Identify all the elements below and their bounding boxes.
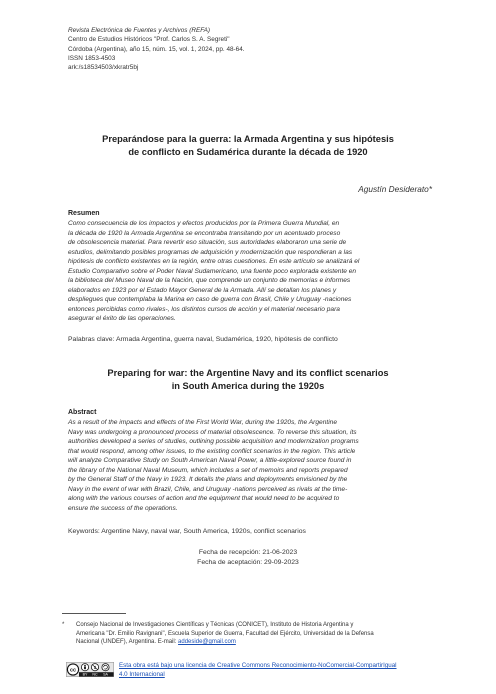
keywords-en: Keywords: Argentine Navy, naval war, South America, 1920s, conflict scenarios xyxy=(68,528,306,535)
research-center: Centro de Estudios Históricos "Prof. Carlos S. A. Segreti" xyxy=(68,36,230,44)
article-title-es xyxy=(60,133,436,158)
license-line[interactable]: 4.0 Internacional xyxy=(119,670,165,678)
footnote-line: Americana "Dr. Emilio Ravignani", Escuela Superior de Guerra, Facultad del Ejército, Universidad de la Defensa xyxy=(76,630,374,637)
resumen-line: de obsolescencia material. Para revertir eso situación, sus autoridades elaboraron una serie de xyxy=(68,239,347,247)
abstract-line: by the General Staff of the Navy in 1923. It details the plans and deployments envisioned by the xyxy=(68,476,348,484)
resumen-line: entonces percibidas como rivales-, los distintos cursos de acción y el material necesario para xyxy=(68,305,340,313)
title-es-line-2: de conflicto en Sudamérica durante la década de 1920 xyxy=(128,146,368,157)
keywords-es: Palabras clave: Armada Argentina, guerra naval, Sudamérica, 1920, hipótesis de conflicto xyxy=(68,336,338,343)
resumen-line: la biblioteca del Museo Naval de la Nación, que comprende un conjunto de memorias e informes xyxy=(68,277,351,285)
resumen-line: estudios, delimitando posibles programas de adquisición y modernización que respondieran a las xyxy=(68,248,353,256)
footnote-mark: * xyxy=(62,622,65,628)
resumen-line: la década de 1920 la Armada Argentina se encontraba transitando por un acentuado proceso xyxy=(68,229,341,237)
journal-header xyxy=(68,26,428,72)
nc-label: NC xyxy=(92,672,98,677)
abstract-line: the library of the National Naval Museum, which includes a set of memoirs and reports prepared xyxy=(68,466,348,474)
abstract-heading: Abstract xyxy=(68,409,97,416)
resumen-line: hipótesis de conflicto existentes en la región, entre otras cuestiones. En este artículo se analizará el xyxy=(68,258,360,266)
acceptance-date: Fecha de aceptación: 29-09-2023 xyxy=(197,558,299,566)
abstract-line: As a result of the impacts and effects of the First World War, during the 1920s, the Argentine xyxy=(68,419,338,426)
ark-identifier: ark:/s18534503/xkratr5bj xyxy=(68,64,139,72)
issn: ISSN 1853-4503 xyxy=(68,54,116,62)
resumen-line: elaborados en 1923 por el Estado Mayor General de la Armada. Allí se detallan los planes y xyxy=(68,286,337,294)
license-line[interactable]: Esta obra está bajo una licencia de Creative Commons Reconocimiento-NoComercial-CompartirIgual xyxy=(119,662,397,669)
title-es-line-1: Preparándose para la guerra: la Armada Argentina y sus hipótesis xyxy=(102,134,394,144)
article-dates xyxy=(0,548,496,567)
footnote-rule xyxy=(62,613,126,614)
author-footnote xyxy=(62,621,432,647)
resumen-line: despliegues que contemplaba la Marina en caso de guerra con Brasil, Chile y Uruguay -naciones xyxy=(68,296,352,304)
abstract-line: ensure the success of the operations. xyxy=(68,504,178,512)
creative-commons-badge[interactable] xyxy=(66,662,114,677)
reception-date: Fecha de recepción: 21-06-2023 xyxy=(198,549,298,556)
abstract-line: authorities developed a series of studies, outlining possible acquisition and modernization programs xyxy=(68,438,359,446)
resumen-section xyxy=(68,210,426,324)
article-title-en xyxy=(60,367,436,392)
abstract-line: along with the various courses of action and the equipment that would need to be acquired to xyxy=(68,495,340,503)
journal-name: Revista Electrónica de Fuentes y Archivos (REFA) xyxy=(68,27,211,34)
issue-info: Córdoba (Argentina), año 15, núm. 15, vol. 1, 2024, pp. 48-64. xyxy=(68,45,245,53)
footnote-text xyxy=(76,621,374,647)
abstract-line: Navy in the event of war with Brazil, Chile, and Uruguay -nations perceived as rivals at the time- xyxy=(68,485,348,493)
svg-text:cc: cc xyxy=(70,667,76,674)
resumen-text xyxy=(68,219,426,324)
author-email-link[interactable]: addeside@gmail.com xyxy=(178,639,236,646)
abstract-line: will analyze Comparative Study on South American Naval Power, a little-explored source found in xyxy=(68,457,352,465)
license-link[interactable] xyxy=(119,662,449,679)
resumen-line: Como consecuencia de los impactos y efectos producidos por la Primera Guerra Mundial, en xyxy=(68,220,340,227)
resumen-heading: Resumen xyxy=(68,210,100,217)
title-en-line-1: Preparing for war: the Argentine Navy and its conflict scenarios xyxy=(107,368,389,378)
footnote-line: Consejo Nacional de Investigaciones Científicas y Técnicas (CONICET), Instituto de Historia Argentina y xyxy=(76,622,354,628)
abstract-text xyxy=(68,418,426,513)
title-en-line-2: in South America during the 1920s xyxy=(171,380,325,391)
sa-label: SA xyxy=(103,672,108,677)
resumen-line: Estudio Comparativo sobre el Poder Naval Sudamericano, una fuente poco explorada existente en xyxy=(68,267,357,275)
footnote-affiliation: Nacional (UNDEF), Argentina. E-mail: xyxy=(76,639,179,646)
nc-icon xyxy=(91,664,98,677)
abstract-line: Navy was undergoing a pronounced process of material obsolescence. To reverse this situation, its xyxy=(68,428,357,436)
abstract-line: that would respond, among other issues, to the existing conflict scenarios in the region. This article xyxy=(68,447,356,455)
by-label: BY xyxy=(82,672,88,677)
cc-icon xyxy=(67,664,78,675)
author-name: Agustín Desiderato* xyxy=(358,184,432,194)
footnote-line xyxy=(76,638,374,647)
resumen-line: asegurar el éxito de las operaciones. xyxy=(68,315,176,323)
abstract-section xyxy=(68,409,426,513)
